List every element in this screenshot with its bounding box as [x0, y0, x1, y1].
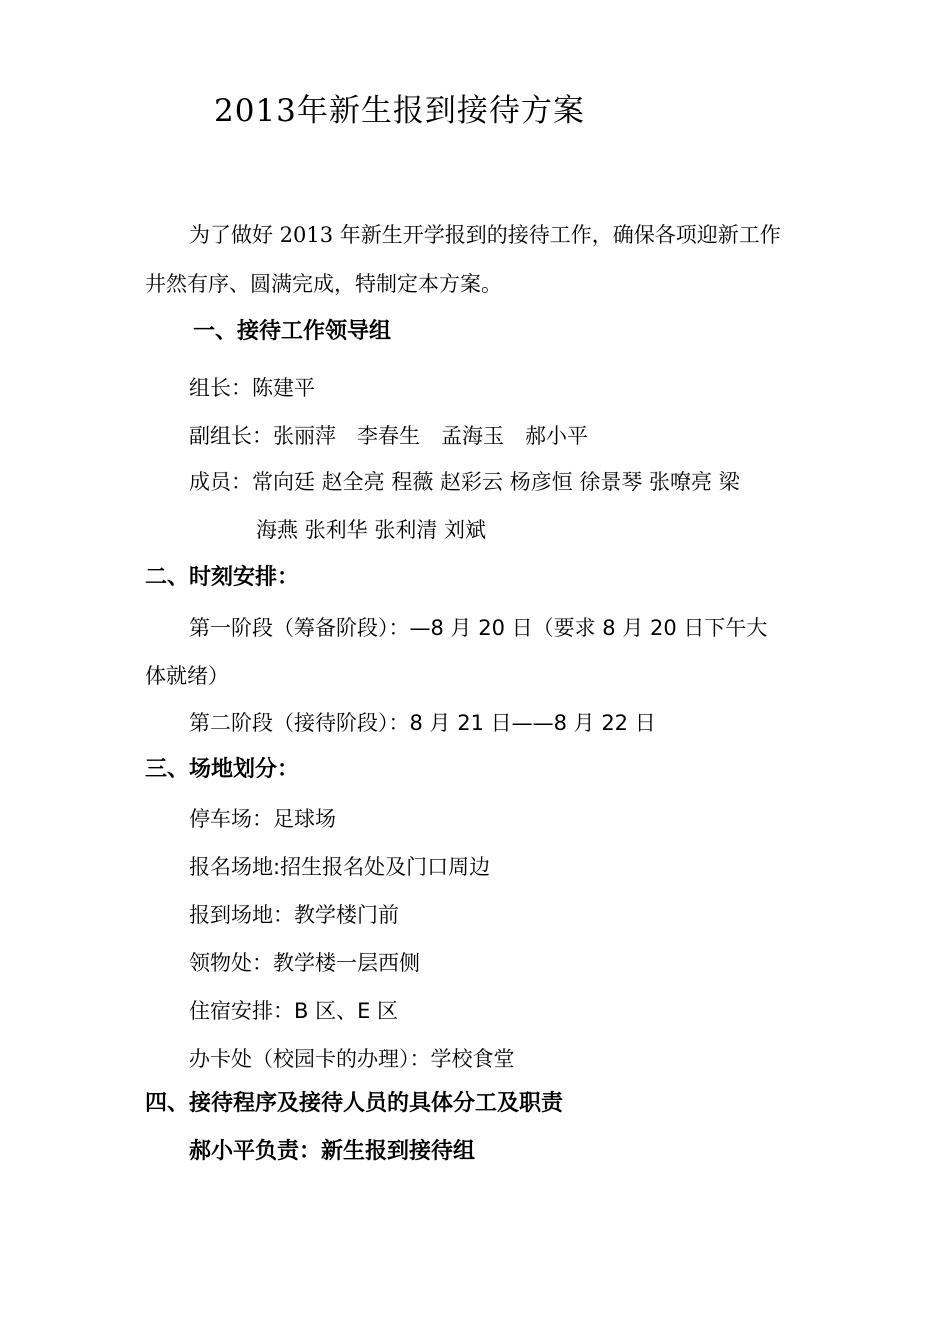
deputy-leaders-line: 副组长：张丽萍 李春生 孟海玉 郝小平: [189, 424, 588, 448]
stage-2-line: 第二阶段（接待阶段）：8 月 21 日——8 月 22 日: [189, 711, 656, 735]
intro-paragraph-line-1: 为了做好 2013 年新生开学报到的接待工作，确保各项迎新工作: [189, 223, 781, 247]
members-line-1: 成员：常向廷 赵全亮 程薇 赵彩云 杨彦恒 徐景琴 张嘹亮 梁: [189, 470, 740, 494]
members-block: [189, 472, 740, 568]
intro-paragraph-line-2: 井然有序、圆满完成，特制定本方案。: [145, 272, 502, 296]
section-4-heading: 四、接待程序及接待人员的具体分工及职责: [145, 1091, 564, 1116]
venue-item: 领物处：教学楼一层西侧: [189, 951, 420, 975]
venue-item: 报名场地:招生报名处及门口周边: [189, 855, 491, 879]
section-3-heading: 三、场地划分：: [145, 757, 300, 782]
venue-item: 办卡处（校园卡的办理）：学校食堂: [189, 1047, 515, 1071]
venue-item: 停车场：足球场: [189, 807, 336, 831]
stage-1-line-1: 第一阶段（筹备阶段）：—8 月 20 日（要求 8 月 20 日下午大: [189, 616, 768, 640]
leader-line: 组长：陈建平: [189, 376, 315, 400]
stage-1-line-2: 体就绪）: [145, 664, 229, 688]
venue-item: 报到场地：教学楼门前: [189, 903, 399, 927]
section-4-subheading: 郝小平负责：新生报到接待组: [189, 1139, 476, 1164]
section-2-heading: 二、时刻安排：: [145, 565, 300, 590]
venue-item: 住宿安排：B 区、E 区: [189, 999, 399, 1023]
members-line-2: 海燕 张利华 张利清 刘斌: [256, 518, 487, 542]
section-1-heading: 一、接待工作领导组: [193, 319, 392, 344]
document-title: 2013年新生报到接待方案: [214, 93, 585, 129]
